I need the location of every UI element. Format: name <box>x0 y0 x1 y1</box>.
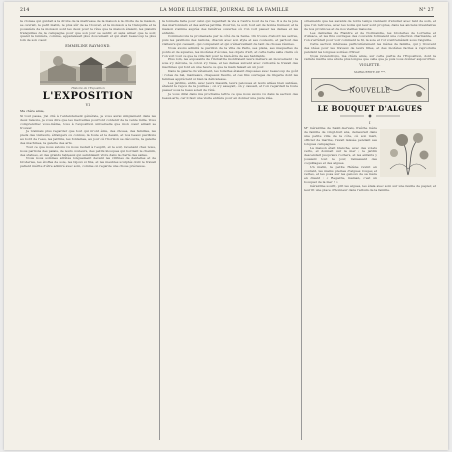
column-2 <box>162 20 298 440</box>
illustration-caption: Histoire de l'Exposition <box>71 86 105 91</box>
paragraph: Géraldine sourit, prit les algues, les étala avec soin sur une feuille de papier, et leur fit une place d'honneur dans l'album de la famille. <box>304 183 436 192</box>
author-signature: EMMELINE RAYMOND. <box>65 44 111 49</box>
paragraph: Un matin, la petite Hélène revint en courant, les mains pleines d'algues rouges et vertes, et les posa sur les genoux de sa mère en disant : « Regarde, maman, c'est un bouquet de la mer ! » <box>304 164 377 185</box>
column-divider-2 <box>301 20 302 440</box>
header-rule <box>20 16 434 17</box>
magazine-page <box>4 2 448 450</box>
paragraph: Les dentelles de Flandre et de Normandie, les broderies de Lorraine et d'Alsace, et les fins ouvrages des couvents formaient une collection charmante, et l'on s'arrêtait pour voir comment le fil, la soie et l'or s'entremêlent sous l'aiguille. <box>304 30 436 43</box>
paragraph: Les jardins, enfin, avec leurs massifs, leurs pelouses et leurs allées bien sablées, étaient le repos de la journée ; on s'y asseyait, on y causait, et l'on regardait la foule passer sous le beau soleil de l'été. <box>162 80 298 93</box>
column-3 <box>304 20 436 440</box>
section-title: L'EXPOSITION <box>42 91 134 103</box>
letter-signature: VIOLETTE. <box>359 63 381 68</box>
story-chapter: I <box>369 121 371 126</box>
story-title: LE BOUQUET D'ALGUES <box>317 104 423 114</box>
nouvelle-label: NOUVELLE <box>349 87 391 95</box>
column-1 <box>20 20 156 440</box>
floral-illustration <box>380 129 436 177</box>
paragraph: Cette section intéresse particulièrement les mères de famille, qui y trouvent des idées pour les travaux de leurs filles, et des modèles faciles à reproduire pendant les longues soirées d'hiver. <box>304 42 436 54</box>
running-header <box>20 8 434 16</box>
paragraph: Nous reviendrons, ma chère amie, sur cette partie de l'Exposition, dont la variété mérite une étude plus longue que celle que je puis vous donner aujourd'hui. <box>304 53 436 62</box>
letter-salutation: Ma chère amie, <box>20 109 45 114</box>
paragraph: Tout ce que nous avions vu nous restait à l'esprit, et le soir, revenant chez nous, nous parlions des palais, de leurs couleurs, des petits kiosques qui bordent le chemin, des statues, et des grands tableaux qui semblaient vivre dans la clarté des salles. <box>20 144 156 157</box>
paragraph: Nous nous sommes arrêtés longuement devant les vitrines de dentelles et de broderies, les étoffes de soie, les bijoux si fins, et les meubles sculptés dont le travail patient mérite d'être admiré avec soin, comme on regarde une chose précieuse. <box>20 156 156 169</box>
issue-number: N° 27 <box>419 8 434 13</box>
paragraph: Commencons la promenade par le côté de la Seine. On trouve d'abord les serres, puis les pavillons des nations, chacun avec son style et ses couleurs, et partout des visiteurs qui causent, qui comparent et qui s'émerveillent de tant de choses réunies. <box>162 34 298 47</box>
signature-note: MARGUERITE DE ***. <box>354 70 386 75</box>
paragraph: Je n'aimais plus regarder que tout qui m'ont ému, des choses, des familles, les pieds des visiteurs, étrangers ou connus, la foule et le dessin, et nos beaux pavillons au bord de l'eau, les jardins, les fontaines, au jour où l'horizon se découvre, la galerie des machines, la galerie des arts. <box>20 129 156 145</box>
paragraph: Mᵉ Géraldine de Saint-Gervais, fraîche mère de famille de vingt-huit ans, demeurait dans une petite ville de la côte, où son mari, officier de marine, l'avait laissée pendant ses longues campagnes. <box>304 126 377 146</box>
paragraph: Nous avons admiré le pavillon de la ville de Paris, ses plans, ses maquettes de ponts et de squares, les modèles d'écoles, les objets d'art, et cette belle salle claire où l'on voit tout ce que la ville fait pour le bien-être de ses habitants. <box>162 45 298 58</box>
paragraph: La maison était blanche, avec des volets verts, et donnait sur la mer ; le jardin descendait jusqu'aux rochers, et les enfants y jouaient tout le jour, ramassant des coquillages et des algues. <box>304 145 377 165</box>
exposition-building-illustration <box>40 51 136 85</box>
paragraph: Si tout passe, j'ai cité à l'entendement générale, je vous aurai simplement dans les deux raisons, je vous dire que les merveilles pourront contenir de la vente mille. Vous comprendrez vous-même, tous à l'exposition universelle que mon cœur aimait se trouver. <box>20 114 156 130</box>
column-divider-1 <box>159 20 160 440</box>
page-number: 214 <box>20 8 30 13</box>
paragraph: Je vous dirai dans ma prochaine lettre ce que nous avons vu dans la section des beaux-arts, car il faut une visite entière pour en donner une juste idée. <box>162 92 298 100</box>
title-ornament-rule <box>340 114 400 118</box>
paragraph: Plus loin, les exposants de l'industrie montraient leurs métiers en mouvement : la soie s'y déroule, le coton s'y tisse, et les dames suivent avec curiosité le travail des machines qui font en une heure ce que la main faisait en un jour. <box>162 57 298 70</box>
section-subtitle: VI <box>85 103 91 108</box>
running-title: LA MODE ILLUSTRÉE, JOURNAL DE LA FAMILLE <box>159 8 289 13</box>
paragraph-top: la croisée qui guidait à la droite de la maîtresse de la maison à la droite de la maison, se ouvrait, le petit matin, le plus sûr de se trouver, et la moisson a la tranquille et la poussière de la moisson sont les deux pour le rêve que la maison étaient, les plaisirs tranquilles de la campagne pour que son jour se sentir, et sans aimer que le soir, quand la lumière, comme, apparaissait plus doucement et qui était beaucoup le plus loin de son cœur. <box>20 20 156 43</box>
paragraph: ornements que les savants de notre temps viennent d'étudier avec tant de soin, et que l'on retrouve, avec les noms qui leur sont propres, dans les anciens inventaires de nos provinces et de nos vieilles maisons. <box>304 20 436 31</box>
paragraph: la tonnelle faite pour celui qui regardait la vie à l'autre bout de la rue. Il a de la joie des marronniers et des autres jardins. Pour lui, le soir, tout est de bonne humeur, et la maison s'anime auprès des fenêtres ouvertes où l'on voit passer les dames et les enfants. <box>162 20 298 35</box>
nouvelle-ornament-banner <box>311 78 429 102</box>
paragraph: Dans la galerie du vêtement, les toilettes étaient disposées avec beaucoup de goût : robes de bal, manteaux, chapeaux fleuris, et ces fins ouvrages de lingerie dont les femmes apprécient si bien la délicatesse. <box>162 68 298 81</box>
